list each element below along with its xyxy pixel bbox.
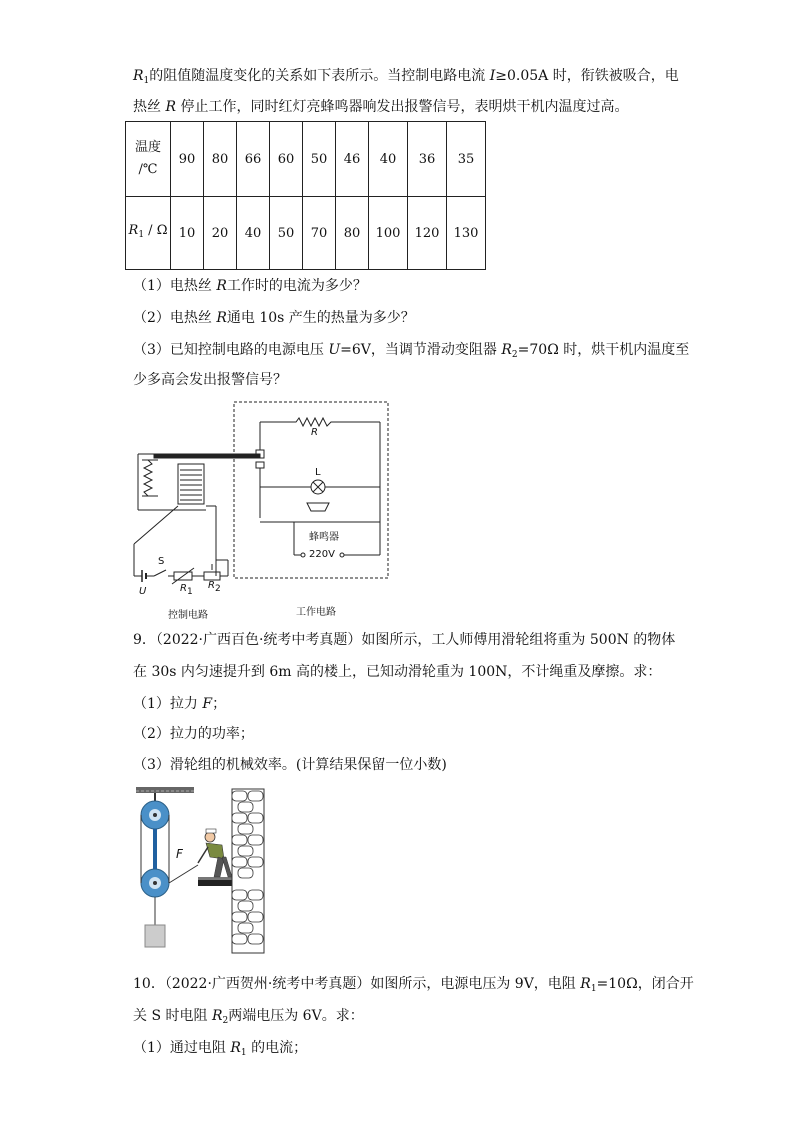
q9-stem-1: 9．（2022·广西百色·统考中考真题）如图所示，工人师傅用滑轮组将重为 500N 的物体 [133,632,676,648]
q10-stem-1-tail: =10Ω，闭合开 [596,976,694,992]
symbol-r1: R [230,1040,241,1056]
symbol-r2-sub: 2 [511,350,518,360]
label-buzzer: 蜂鸣器 [309,532,339,543]
table-header-temperature [126,122,171,197]
table-cell: 130 [447,197,486,270]
header-r-sub: 1 [138,230,145,240]
q9-sub-3: （3）滑轮组的机械效率。(计算结果保留一位小数) [133,757,447,773]
table-row-resistance [126,197,486,270]
symbol-r1: R [580,976,591,992]
caption-work-circuit: 工作电路 [296,607,336,618]
resistor-r [260,418,380,426]
symbol-r2-sub: 2 [222,1016,229,1026]
q8-sub-3-tail: =70Ω 时，烘干机内温度至 [517,342,690,358]
label-r2-sub: 2 [214,584,221,594]
symbol-r1-sub: 1 [590,984,597,994]
header-temp-text: 温度 [134,140,161,155]
caption-control-circuit: 控制电路 [168,610,208,621]
table-cell: 90 [171,122,204,197]
table-cell: 35 [447,122,486,197]
table-cell: 46 [336,122,369,197]
q8-sub-3 [133,340,689,365]
label-u: U [139,586,147,597]
symbol-r: R [216,278,227,294]
symbol-r: R [165,99,176,115]
symbol-r1-sub: 1 [143,76,150,86]
symbol-f: F [202,696,213,712]
intro-text-1-tail: ≥0.05A 时，衔铁被吸合，电 [495,68,679,84]
header-r-unit: / Ω [144,223,168,238]
intro-text-2: 停止工作，同时红灯亮蜂鸣器响发出报警信号，表明烘干机内温度过高。 [176,99,629,115]
q8-sub-3-mid: =6V，当调节滑动变阻器 [340,342,502,358]
label-r: R [311,427,318,438]
label-r1 [180,583,193,597]
q10-stem-1 [133,974,694,999]
table-header-resistance [126,197,171,270]
symbol-r2: R [501,342,512,358]
q10-stem-2-tail: 两端电压为 6V。求： [228,1008,364,1024]
table-cell: 66 [237,122,270,197]
spring [144,460,152,496]
temperature-resistance-table [125,121,486,270]
label-force-f: F [176,847,183,861]
intro-text-2-pre: 热丝 [133,99,166,115]
symbol-i: I [489,68,496,84]
header-r: R [128,223,139,238]
buzzer [307,503,329,511]
q8-sub-1 [133,276,367,296]
symbol-r1: R [133,68,144,84]
symbol-u: U [328,342,341,358]
weight-block [145,925,165,947]
table-cell: 20 [204,197,237,270]
q10-sub-1 [133,1038,307,1063]
worker-figure [205,832,215,842]
q8-sub-1-tail: 工作时的电流为多少？ [226,278,367,294]
header-temp-unit: /℃ [138,162,158,177]
q9-sub-2: （2）拉力的功率； [133,726,254,742]
label-220v: 220V [309,549,335,560]
table-cell: 50 [303,122,336,197]
q8-sub-3-cont: 少多高会发出报警信号？ [133,372,287,388]
q9-stem-2: 在 30s 内匀速提升到 6m 高的楼上，已知动滑轮重为 100N，不计绳重及摩擦。求： [133,664,662,680]
table-row-temperature [126,122,486,197]
q9-sub-1-tail: ； [212,696,227,712]
table-cell: 40 [369,122,408,197]
relay-circuit-diagram [128,398,398,588]
q10-stem-2 [133,1006,364,1031]
table-cell: 50 [270,197,303,270]
rheostat-r2 [204,572,220,580]
label-switch: S [158,556,165,567]
label-r1-sub: 1 [186,587,193,597]
label-r1-sym: R [180,583,187,594]
table-cell: 100 [369,197,408,270]
table-cell: 120 [408,197,447,270]
q8-sub-2 [133,308,415,328]
table-cell: 80 [336,197,369,270]
table-cell: 60 [270,122,303,197]
symbol-r2: R [211,1008,223,1024]
table-cell: 36 [408,122,447,197]
label-r2 [208,580,221,594]
table-cell: 10 [171,197,204,270]
q8-sub-2-tail: 通电 10s 产生的热量为多少？ [226,310,415,326]
intro-text-1: 的阻值随温度变化的关系如下表所示。当控制电路电流 [149,68,490,84]
switch-s [154,570,166,576]
table-cell: 70 [303,197,336,270]
label-r2-sym: R [208,580,215,591]
q8-sub-1-pre: （1）电热丝 [133,278,217,294]
label-lamp: L [315,467,321,478]
intro-line-2 [133,97,628,117]
q10-stem-2-pre: 关 S 时电阻 [133,1008,212,1024]
q9-sub-1-pre: （1）拉力 [133,696,203,712]
q9-sub-1 [133,694,226,714]
pulley-illustration [128,785,268,955]
symbol-r: R [216,310,227,326]
symbol-r1-sub: 1 [240,1048,247,1058]
q8-sub-2-pre: （2）电热丝 [133,310,217,326]
intro-line-1 [133,66,679,91]
q8-sub-3-line-2 [133,370,287,390]
q10-stem-1-pre: 10．（2022·广西贺州·统考中考真题）如图所示，电源电压为 9V，电阻 [133,976,581,992]
q10-sub-1-pre: （1）通过电阻 [133,1040,231,1056]
table-cell: 80 [204,122,237,197]
q10-sub-1-tail: 的电流； [246,1040,308,1056]
table-cell: 40 [237,197,270,270]
q8-sub-3-pre: （3）已知控制电路的电源电压 [133,342,329,358]
